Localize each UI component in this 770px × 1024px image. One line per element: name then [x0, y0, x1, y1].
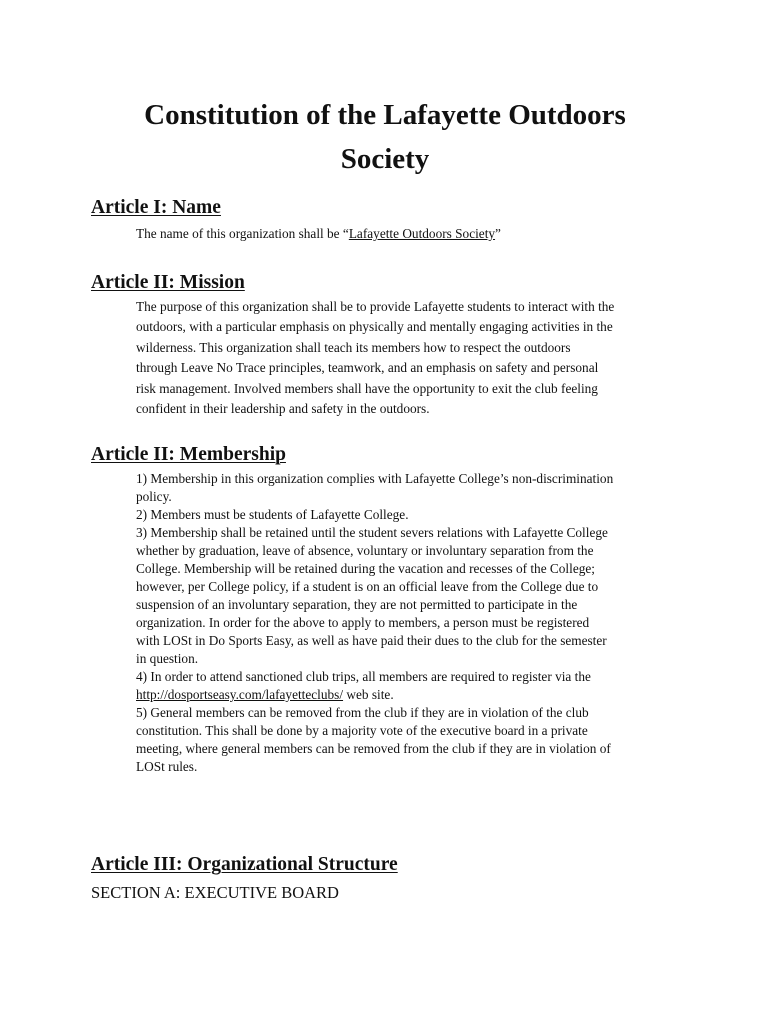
article-3-heading: Article III: Organizational Structure [91, 854, 398, 875]
article-2-mission-heading: Article II: Mission [91, 272, 245, 293]
organization-name-link[interactable]: Lafayette Outdoors Society [348, 226, 496, 241]
membership-line: 2) Members must be students of Lafayette College. [136, 507, 409, 522]
membership-line: with LOSt in Do Sports Easy, as well as have paid their dues to the club for the semester [136, 633, 607, 648]
section-a-heading: SECTION A: EXECUTIVE BOARD [91, 883, 339, 902]
membership-line: LOSt rules. [136, 759, 198, 774]
membership-line: organization. In order for the above to apply to members, a person must be registered [136, 615, 590, 630]
membership-line: suspension of an involuntary separation, they are not permitted to participate in the [136, 597, 578, 612]
link-suffix: web site. [343, 687, 394, 702]
mission-line: risk management. Involved members shall have the opportunity to exit the club feeling [136, 380, 598, 396]
membership-line: meeting, where general members can be removed from the club if they are in violation of [136, 741, 611, 756]
membership-line: policy. [136, 489, 172, 504]
membership-line: 5) General members can be removed from the club if they are in violation of the club [136, 705, 589, 720]
title-line-1: Constitution of the Lafayette Outdoors [144, 99, 626, 131]
membership-line: constitution. This shall be done by a majority vote of the executive board in a private [136, 723, 588, 738]
article-1-heading: Article I: Name [91, 197, 221, 218]
article-2-membership-heading: Article II: Membership [91, 444, 286, 465]
mission-line: outdoors, with a particular emphasis on physically and mentally engaging activities in the [136, 319, 613, 335]
membership-line: in question. [136, 651, 199, 666]
article-1-text-before: The name of this organization shall be “ [136, 226, 349, 241]
mission-line: wilderness. This organization shall teach its members how to respect the outdoors [136, 339, 571, 355]
mission-line: through Leave No Trace principles, teamwork, and an emphasis on safety and personal [136, 360, 599, 376]
membership-paragraph [136, 470, 681, 776]
membership-line: College. Membership will be retained during the vacation and recesses of the College; [136, 561, 595, 576]
membership-line: 1) Membership in this organization complies with Lafayette College’s non-discrimination [136, 471, 614, 486]
article-1-text-after: ” [495, 226, 501, 241]
membership-line: 3) Membership shall be retained until the student severs relations with Lafayette College [136, 525, 608, 540]
mission-line: The purpose of this organization shall be to provide Lafayette students to interact with the [136, 299, 615, 314]
membership-line: whether by graduation, leave of absence, voluntary or involuntary separation from the [136, 543, 594, 558]
mission-line: confident in their leadership and safety in the outdoors. [136, 401, 430, 417]
mission-paragraph [136, 297, 681, 419]
membership-line: 4) In order to attend sanctioned club trips, all members are required to register via the [136, 669, 591, 684]
dosportseasy-link[interactable]: http://dosportseasy.com/lafayetteclubs/ [136, 687, 344, 702]
title-line-2: Society [340, 143, 430, 175]
article-1-text [136, 225, 681, 243]
document-title [90, 93, 680, 181]
membership-line: however, per College policy, if a student is on an official leave from the College due to [136, 579, 599, 594]
membership-link-line [136, 686, 681, 704]
